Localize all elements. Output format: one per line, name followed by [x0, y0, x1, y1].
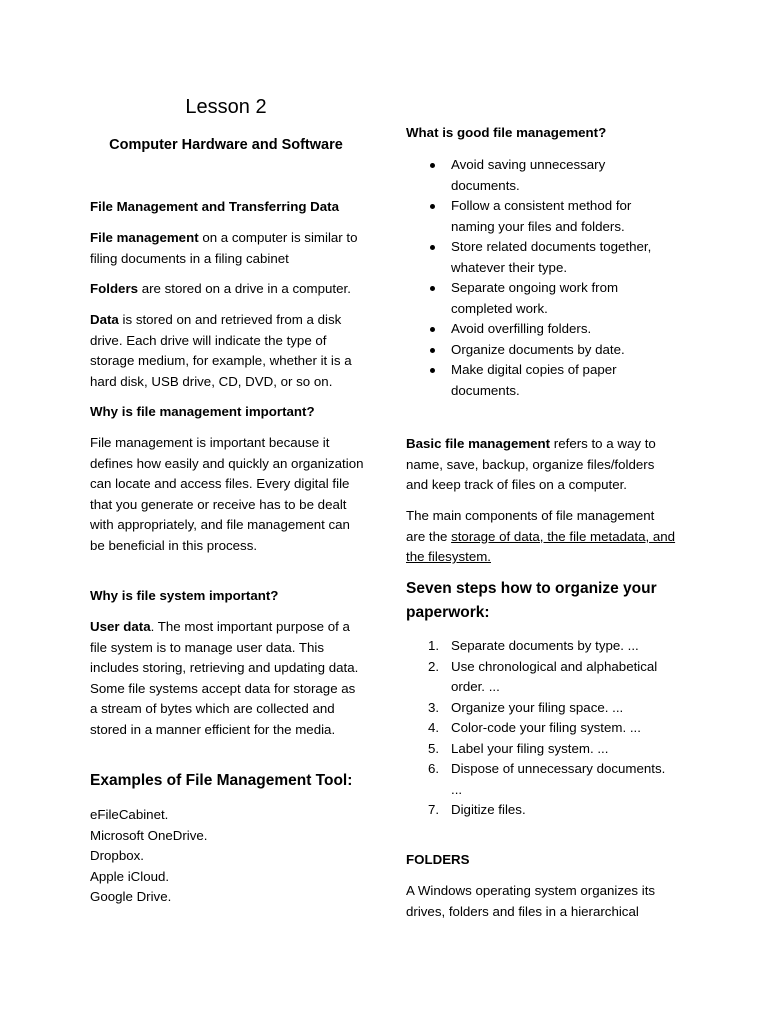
paragraph-text: on a computer is similar to filing documents in a filing cabinet: [90, 230, 358, 266]
question-good-file-management: What is good file management?: [406, 125, 607, 140]
list-item: eFileCabinet.: [90, 807, 169, 822]
paragraph-importance: File management is important because it defines how easily and quickly an organization can locate and access files. Every digital file that you generate or receive has to be dealt with appropriately, and file management can be beneficial in this process.: [90, 435, 364, 553]
bullet-icon: [430, 327, 435, 332]
list-item: 1. Separate documents by type. ...: [428, 638, 639, 653]
paragraph-text: is stored on and retrieved from a disk drive. Each drive will indicate the type of storage medium, for example, whether it is a hard disk, USB drive, CD, DVD, or so on.: [90, 312, 352, 389]
paragraph-main-components: [406, 506, 676, 568]
bullet-icon: [430, 245, 435, 250]
bullet-icon: [430, 204, 435, 209]
paragraph-file-management: [90, 228, 365, 269]
list-item: Avoid saving unnecessary documents.: [406, 155, 676, 196]
lesson-subtitle: Computer Hardware and Software: [109, 137, 343, 153]
components-underlined-text: storage of data, the file metadata, and the filesystem.: [406, 528, 676, 564]
list-item: Separate ongoing work from completed work.: [406, 278, 676, 319]
list-item: Organize documents by date.: [406, 340, 676, 361]
bullet-icon: [430, 163, 435, 168]
term-user-data: User data: [90, 619, 151, 634]
question-file-system-important: Why is file system important?: [90, 588, 279, 603]
section-heading: File Management and Transferring Data: [90, 199, 340, 214]
term-file-management: File management: [90, 230, 199, 245]
list-item: 6. Dispose of unnecessary documents. ...: [428, 761, 666, 797]
bullet-icon: [430, 348, 435, 353]
bullet-icon: [430, 286, 435, 291]
steps-list: [406, 636, 676, 821]
term-data: Data: [90, 312, 119, 327]
paragraph-data: [90, 310, 365, 392]
paragraph-user-data: [90, 617, 365, 740]
list-item: Store related documents together, whatever their type.: [406, 237, 676, 278]
bullet-icon: [430, 368, 435, 373]
list-item: Dropbox.: [90, 848, 144, 863]
list-item: Make digital copies of paper documents.: [406, 360, 676, 401]
paragraph-text: . The most important purpose of a file system is to manage user data. This includes storing, retrieving and updating data. Some file systems accept data for storage as a stream of bytes which are collected and stored in a manner efficient for the media.: [90, 619, 359, 737]
tools-heading: Examples of File Management Tool:: [90, 772, 353, 789]
list-item: 7. Digitize files.: [428, 802, 526, 817]
paragraph-text: refers to a way to name, save, backup, organize files/folders and keep track of files on a computer.: [406, 436, 656, 492]
lesson-title: Lesson 2: [185, 96, 267, 118]
paragraph-text: The main components of file management are the: [406, 508, 655, 544]
list-item: Avoid overfilling folders.: [406, 319, 676, 340]
list-item: 4. Color-code your filing system. ...: [428, 720, 641, 735]
list-item: 3. Organize your filing space. ...: [428, 699, 624, 715]
question-file-management-important: Why is file management important?: [90, 404, 315, 419]
list-item: 2. Use chronological and alphabetical order. ...: [428, 658, 658, 694]
list-item: Microsoft OneDrive.: [90, 827, 208, 843]
list-item: Apple iCloud.: [90, 868, 170, 884]
term-folders: Folders: [90, 281, 139, 296]
term-basic-file-management: Basic file management: [406, 436, 551, 451]
paragraph-text: are stored on a drive in a computer.: [138, 281, 351, 296]
list-item: Google Drive.: [90, 889, 172, 904]
list-item: 5. Label your filing system. ...: [428, 740, 609, 756]
paragraph-folders: [90, 279, 365, 300]
paragraph-folders-hierarchy: A Windows operating system organizes its drives, folders and files in a hierarchical: [406, 883, 656, 919]
folders-heading: FOLDERS: [406, 852, 470, 867]
good-practices-list: [406, 155, 676, 401]
list-item: Follow a consistent method for naming your files and folders.: [406, 196, 676, 237]
tools-list: [90, 805, 365, 908]
steps-heading: Seven steps how to organize your paperwork:: [406, 580, 657, 621]
paragraph-basic-file-management: [406, 434, 676, 496]
